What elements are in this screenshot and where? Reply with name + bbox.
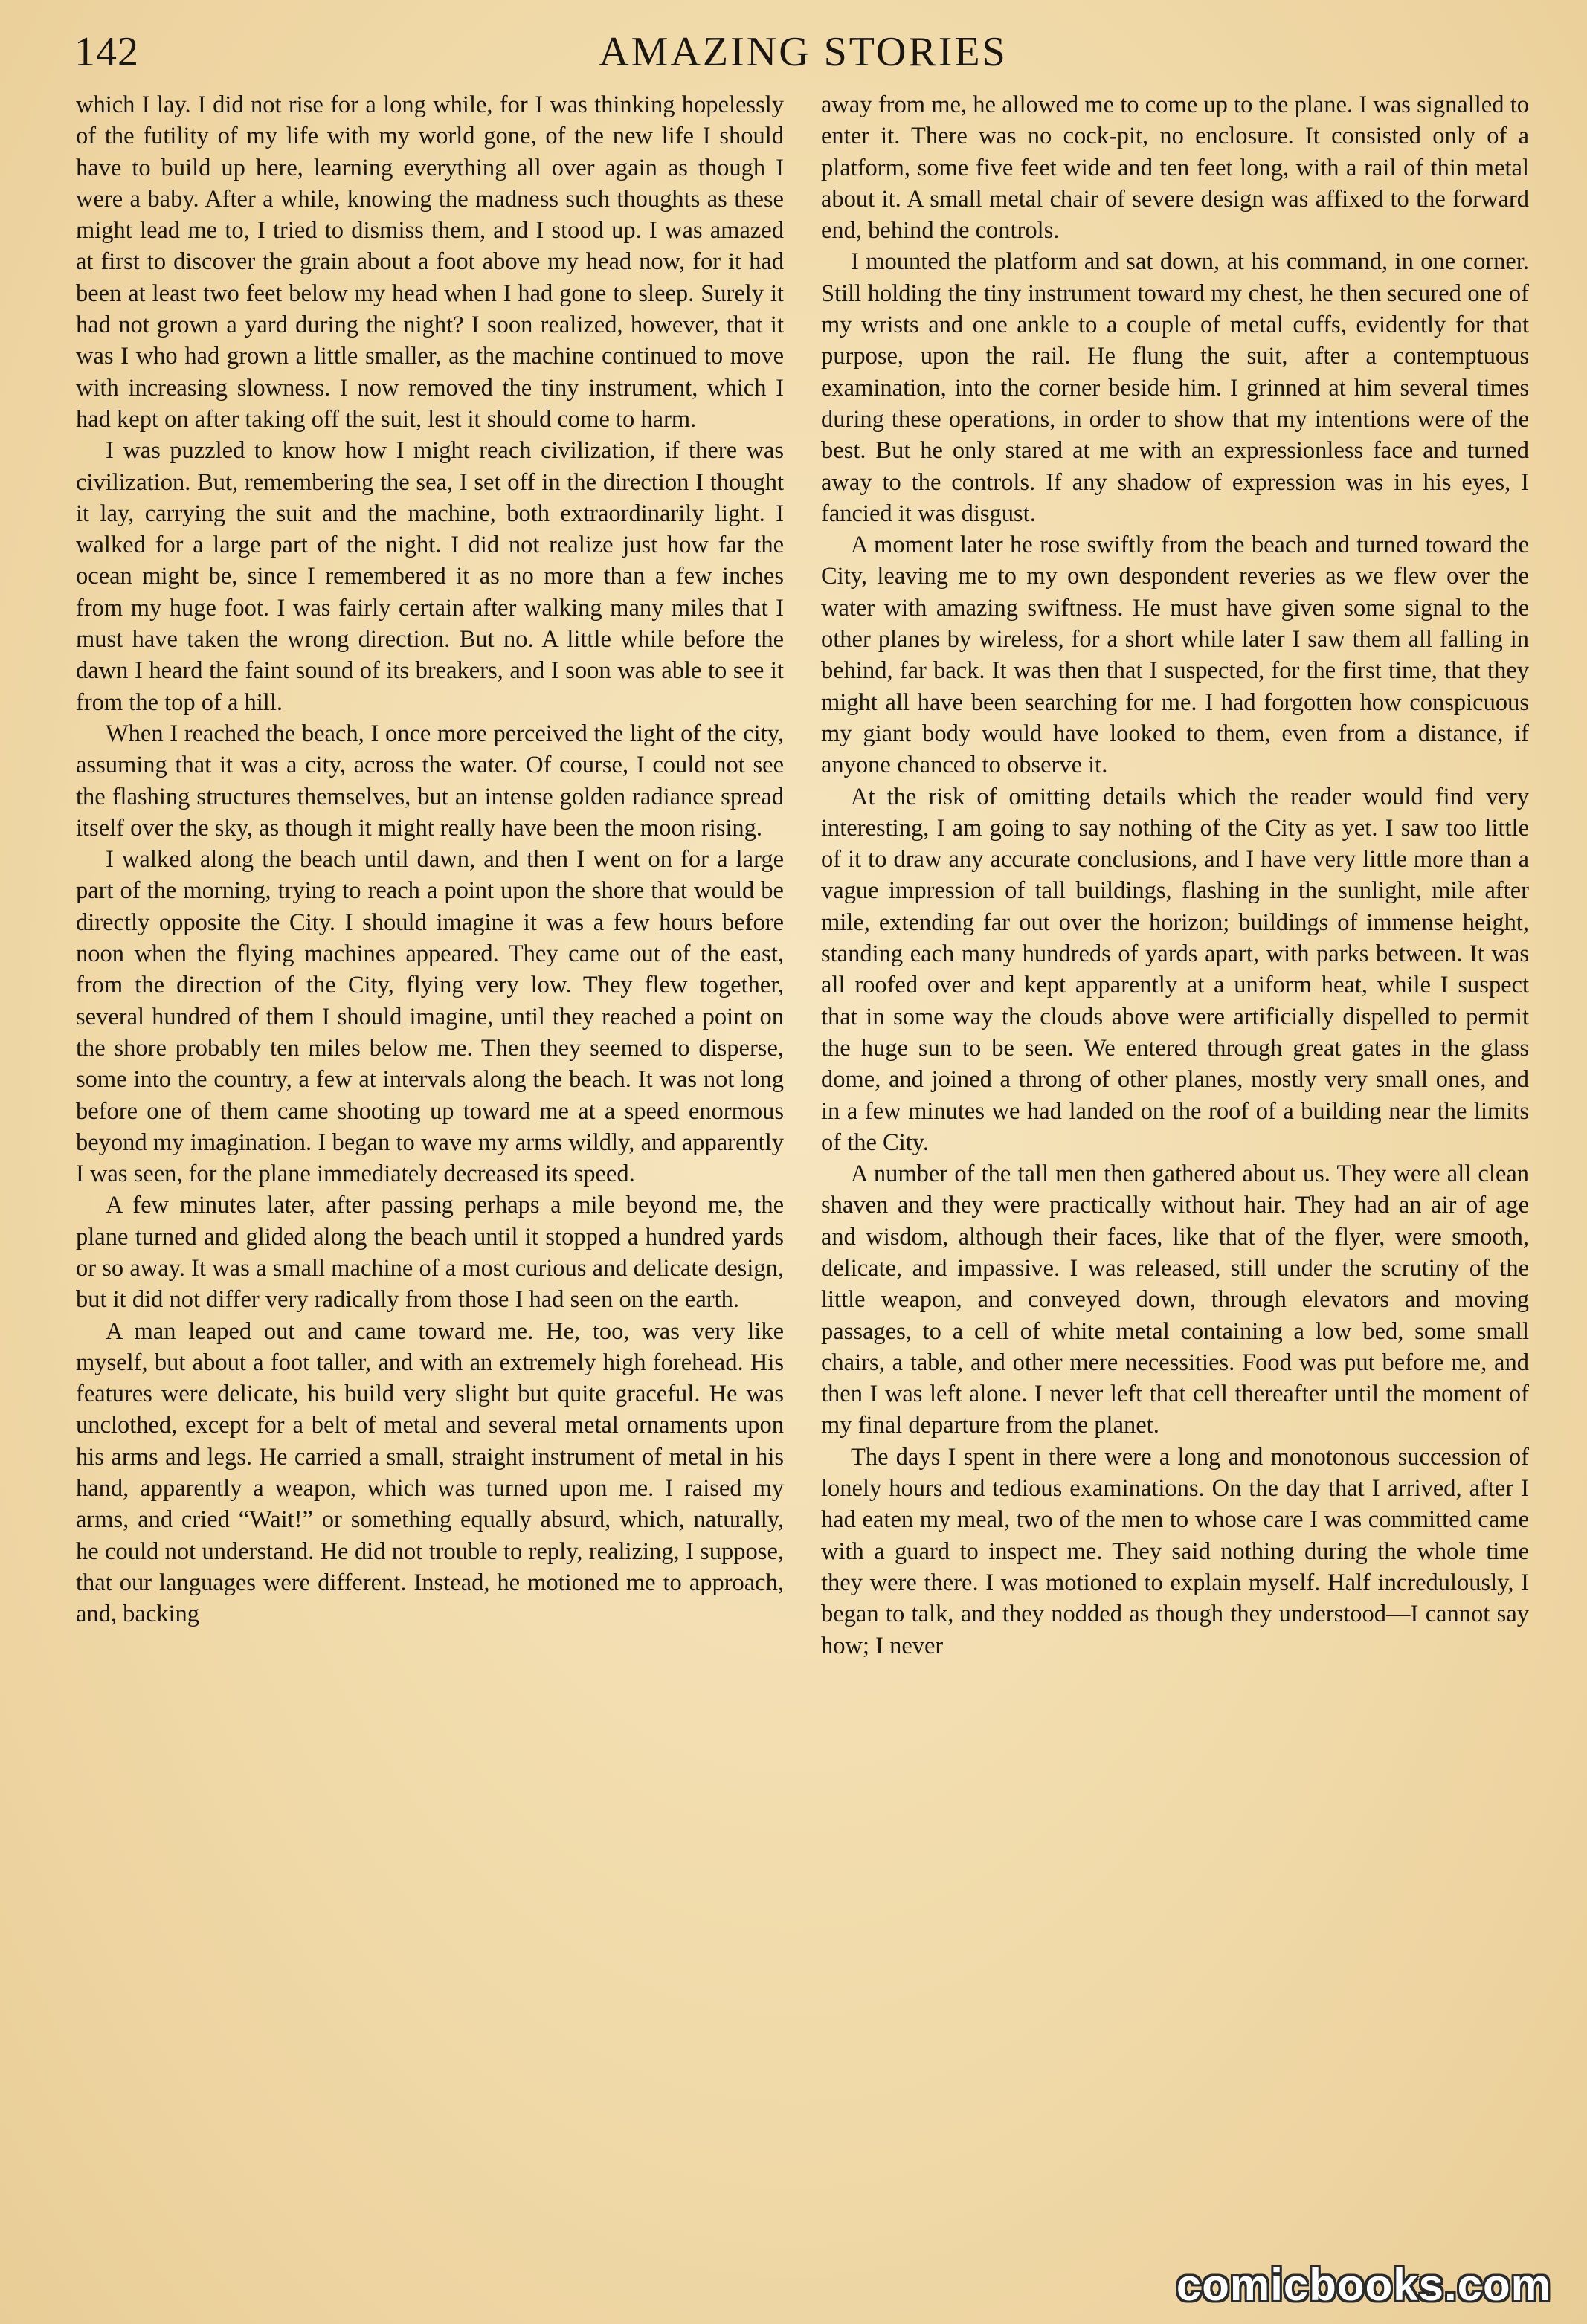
left-text-column <box>76 89 784 2290</box>
page-header <box>74 25 1532 79</box>
paragraph: A few minutes later, after passing perhaps a mile beyond me, the plane turned and glided along the beach until it stopped a hundred yards or so away. It was a small machine of a most curious and delicate design, but it did not differ very radically from those I had seen on the earth. <box>76 1192 784 1314</box>
paragraph: A moment later he rose swiftly from the beach and turned toward the City, leaving me to my own despondent reveries as we flew over the water with amazing swiftness. He must have given some signal to the other planes by wireless, for a short while later I saw them all falling in behind, far back. It was then that I suspected, for the first time, that they might all have been searching for me. I had forgotten how conspicuous my giant body would have looked to them, even from a distance, if anyone chanced to observe it. <box>821 532 1529 779</box>
paragraph: At the risk of omitting details which the reader would find very interesting, I am going to say nothing of the City as yet. I saw too little of it to draw any accurate conclusions, and I have very little more than a vague impression of tall buildings, flashing in the sunlight, mile after mile, extending far out over the horizon; buildings of immense height, standing each many hundreds of yards apart, with parks between. It was all roofed over and kept apparently at a uniform heat, while I suspect that in some way the clouds above were artificially dispelled to permit the huge sun to be seen. We entered through great gates in the glass dome, and joined a throng of other planes, mostly very small ones, and in a few minutes we had landed on the roof of a building near the limits of the City. <box>821 783 1529 1156</box>
paragraph: I was puzzled to know how I might reach civilization, if there was civilization. But, remembering the sea, I set off in the direction I thought it lay, carrying the suit and the machine, both extraordinarily light. I walked for a large part of the night. I did not realize just how far the ocean might be, since I remembered it as no more than a few inches from my huge foot. I was fairly certain after walking many miles that I must have taken the wrong direction. But no. A little while before the dawn I heard the faint sound of its breakers, and I soon was able to see it from the top of a hill. <box>76 437 784 716</box>
paragraph: When I reached the beach, I once more perceived the light of the city, assuming that it was a city, across the water. Of course, I could not see the flashing structures themselves, but an intense golden radiance spread itself over the sky, as though it might really have been the moon rising. <box>76 720 784 842</box>
watermark-logo: comicbooks.com <box>1176 2260 1551 2310</box>
paragraph: which I lay. I did not rise for a long while, for I was thinking hopelessly of the futility of my life with my world gone, of the new life I should have to build up here, learning everything all over again as though I were a baby. After a while, knowing the madness such thoughts as these might lead me to, I tried to dismiss them, and I stood up. I was amazed at first to discover the grain about a foot above my head now, for it had been at least two feet below my head when I had gone to sleep. Surely it had not grown a yard during the night? I soon realized, however, that it was I who had grown a little smaller, as the machine continued to move with increasing slowness. I now removed the tiny instrument, which I had kept on after taking off the suit, lest it should come to harm. <box>76 91 784 433</box>
right-text-column <box>821 89 1529 2290</box>
paragraph: away from me, he allowed me to come up to the plane. I was signalled to enter it. There was no cock-pit, no enclosure. It consisted only of a platform, some five feet wide and ten feet long, with a rail of thin metal about it. A small metal chair of severe design was affixed to the forward end, behind the controls. <box>821 91 1529 245</box>
paragraph: The days I spent in there were a long and monotonous succession of lonely hours and tedious examinations. On the day that I arrived, after I had eaten my meal, two of the men to whose care I was committed came with a guard to inspect me. They said nothing during the whole time they were there. I was motioned to explain myself. Half incredulously, I began to talk, and they nodded as though they understood—I cannot say how; I never <box>821 1443 1529 1659</box>
paragraph: A number of the tall men then gathered about us. They were all clean shaven and they were practically without hair. They had an air of age and wisdom, although their faces, like that of the flyer, were smooth, delicate, and impassive. I was released, still under the scrutiny of the little weapon, and conveyed down, through elevators and moving passages, to a cell of white metal containing a low bed, some small chairs, a table, and other mere necessities. Food was put before me, and then I was left alone. I never left that cell thereafter until the moment of my final departure from the planet. <box>821 1161 1529 1439</box>
paragraph: I mounted the platform and sat down, at his command, in one corner. Still holding the tiny instrument toward my chest, he then secured one of my wrists and one ankle to a couple of metal cuffs, evidently for that purpose, upon the rail. He flung the suit, after a contemptuous examination, into the corner beside him. I grinned at him several times during these operations, in order to show that my intentions were of the best. But he only stared at me with an expressionless face and turned away to the controls. If any shadow of expression was in his eyes, I fancied it was disgust. <box>821 248 1529 527</box>
magazine-title: AMAZING STORIES <box>599 29 1008 75</box>
paragraph: I walked along the beach until dawn, and then I went on for a large part of the morning, trying to reach a point upon the shore that would be directly opposite the City. I should imagine it was a few hours before noon when the flying machines appeared. They came out of the east, from the direction of the City, flying very low. They flew together, several hundred of them I should imagine, until they reached a point on the shore probably ten miles below me. Then they seemed to disperse, some into the country, a few at intervals along the beach. It was not long before one of them came shooting up toward me at a speed enormous beyond my imagination. I began to wave my arms wildly, and apparently I was seen, for the plane immediately decreased its speed. <box>76 846 784 1188</box>
paragraph: A man leaped out and came toward me. He, too, was very like myself, but about a foot taller, and with an extremely high forehead. His features were delicate, his build very slight but quite graceful. He was unclothed, except for a belt of metal and several metal ornaments upon his arms and legs. He carried a small, straight instrument of metal in his hand, apparently a weapon, which was turned upon me. I raised my arms, and cried “Wait!” or something equally absurd, which, naturally, he could not understand. He did not trouble to reply, realizing, I suppose, that our languages were different. Instead, he motioned me to approach, and, backing <box>76 1317 784 1628</box>
page-number: 142 <box>74 29 139 75</box>
